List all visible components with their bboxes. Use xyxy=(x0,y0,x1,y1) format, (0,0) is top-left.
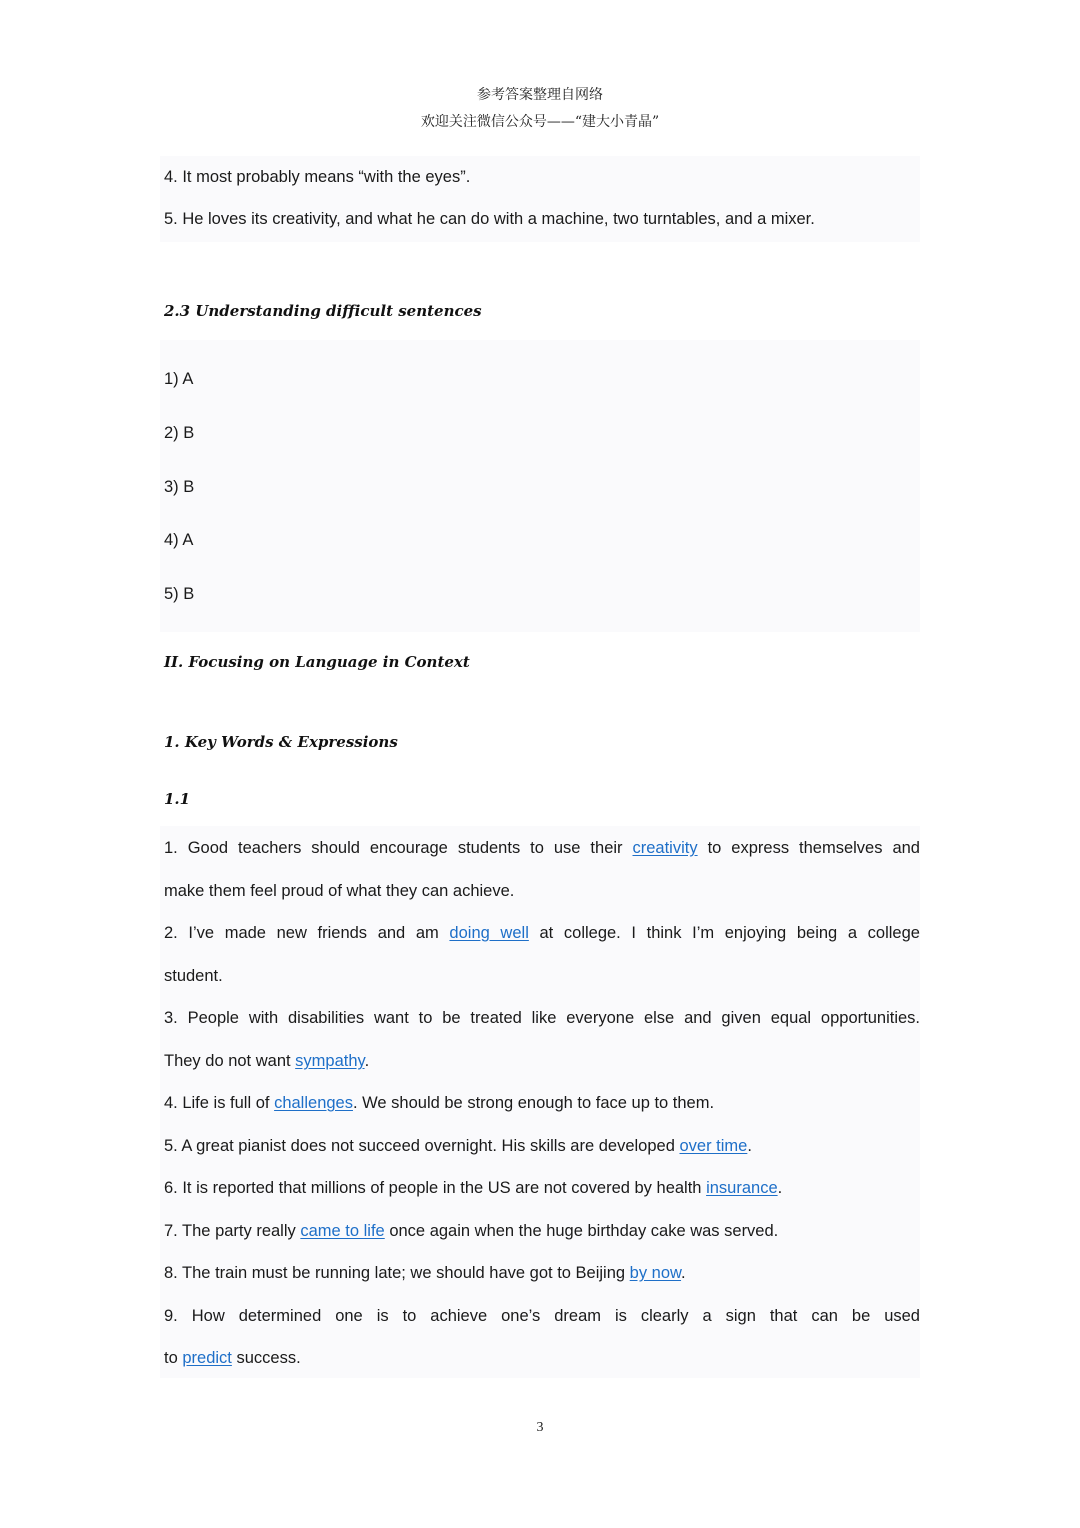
answer-2-3-3: 3) B xyxy=(164,478,195,496)
answer-2-3-2: 2) B xyxy=(164,424,195,442)
answer-item-4: 4. It most probably means “with the eyes”. xyxy=(164,168,471,186)
header-source-note: 参考答案整理自网络 xyxy=(477,87,603,103)
answer-item-5: 5. He loves its creativity, and what he can do with a machine, two turntables, and a mixer. xyxy=(164,210,815,228)
sentence-1-line-2: make them feel proud of what they can achieve. xyxy=(164,882,515,900)
sentence-7: 7. The party really came to life once again when the huge birthday cake was served. xyxy=(164,1222,779,1240)
keyword-predict: predict xyxy=(182,1349,232,1367)
keyword-insurance: insurance xyxy=(706,1179,778,1197)
sentence-5: 5. A great pianist does not succeed overnight. His skills are developed over time. xyxy=(164,1137,752,1155)
sentence-8: 8. The train must be running late; we should have got to Beijing by now. xyxy=(164,1264,686,1282)
keyword-came-to-life: came to life xyxy=(300,1222,385,1240)
section-heading-1: 1. Key Words & Expressions xyxy=(164,733,398,751)
sentence-9-line-2: to predict success. xyxy=(164,1349,301,1367)
sentence-4: 4. Life is full of challenges. We should be strong enough to face up to them. xyxy=(164,1094,715,1112)
section-heading-1-1: 1.1 xyxy=(164,790,191,808)
keyword-doing-well: doing well xyxy=(449,924,529,942)
sentence-6: 6. It is reported that millions of people in the US are not covered by health insurance. xyxy=(164,1179,783,1197)
sentence-2-line-2: student. xyxy=(164,967,223,985)
section-heading-II: II. Focusing on Language in Context xyxy=(164,653,470,671)
sentence-1-line-1: 1. Good teachers should encourage students to use their creativity to express themselves and xyxy=(164,839,920,857)
keyword-by-now: by now xyxy=(629,1264,682,1282)
sentence-2-line-1: 2. I’ve made new friends and am doing well at college. I think I’m enjoying being a college xyxy=(164,924,920,942)
sentence-3-line-2: They do not want sympathy. xyxy=(164,1052,370,1070)
section-heading-2-3: 2.3 Understanding difficult sentences xyxy=(164,302,482,320)
answer-block-shading xyxy=(160,340,920,632)
answer-2-3-4: 4) A xyxy=(164,531,194,549)
page-number: 3 xyxy=(536,1420,544,1435)
answer-2-3-5: 5) B xyxy=(164,585,195,603)
keyword-over-time: over time xyxy=(679,1137,748,1155)
answer-2-3-1: 1) A xyxy=(164,370,194,388)
sentence-3-line-1: 3. People with disabilities want to be treated like everyone else and given equal opportunities. xyxy=(164,1009,920,1027)
keyword-sympathy: sympathy xyxy=(295,1052,365,1070)
keyword-creativity: creativity xyxy=(632,839,698,857)
header-wechat-note: 欢迎关注微信公众号——“建大小青晶” xyxy=(420,114,660,130)
keyword-challenges: challenges xyxy=(274,1094,353,1112)
sentence-9-line-1: 9. How determined one is to achieve one’s dream is clearly a sign that can be used xyxy=(164,1307,920,1325)
